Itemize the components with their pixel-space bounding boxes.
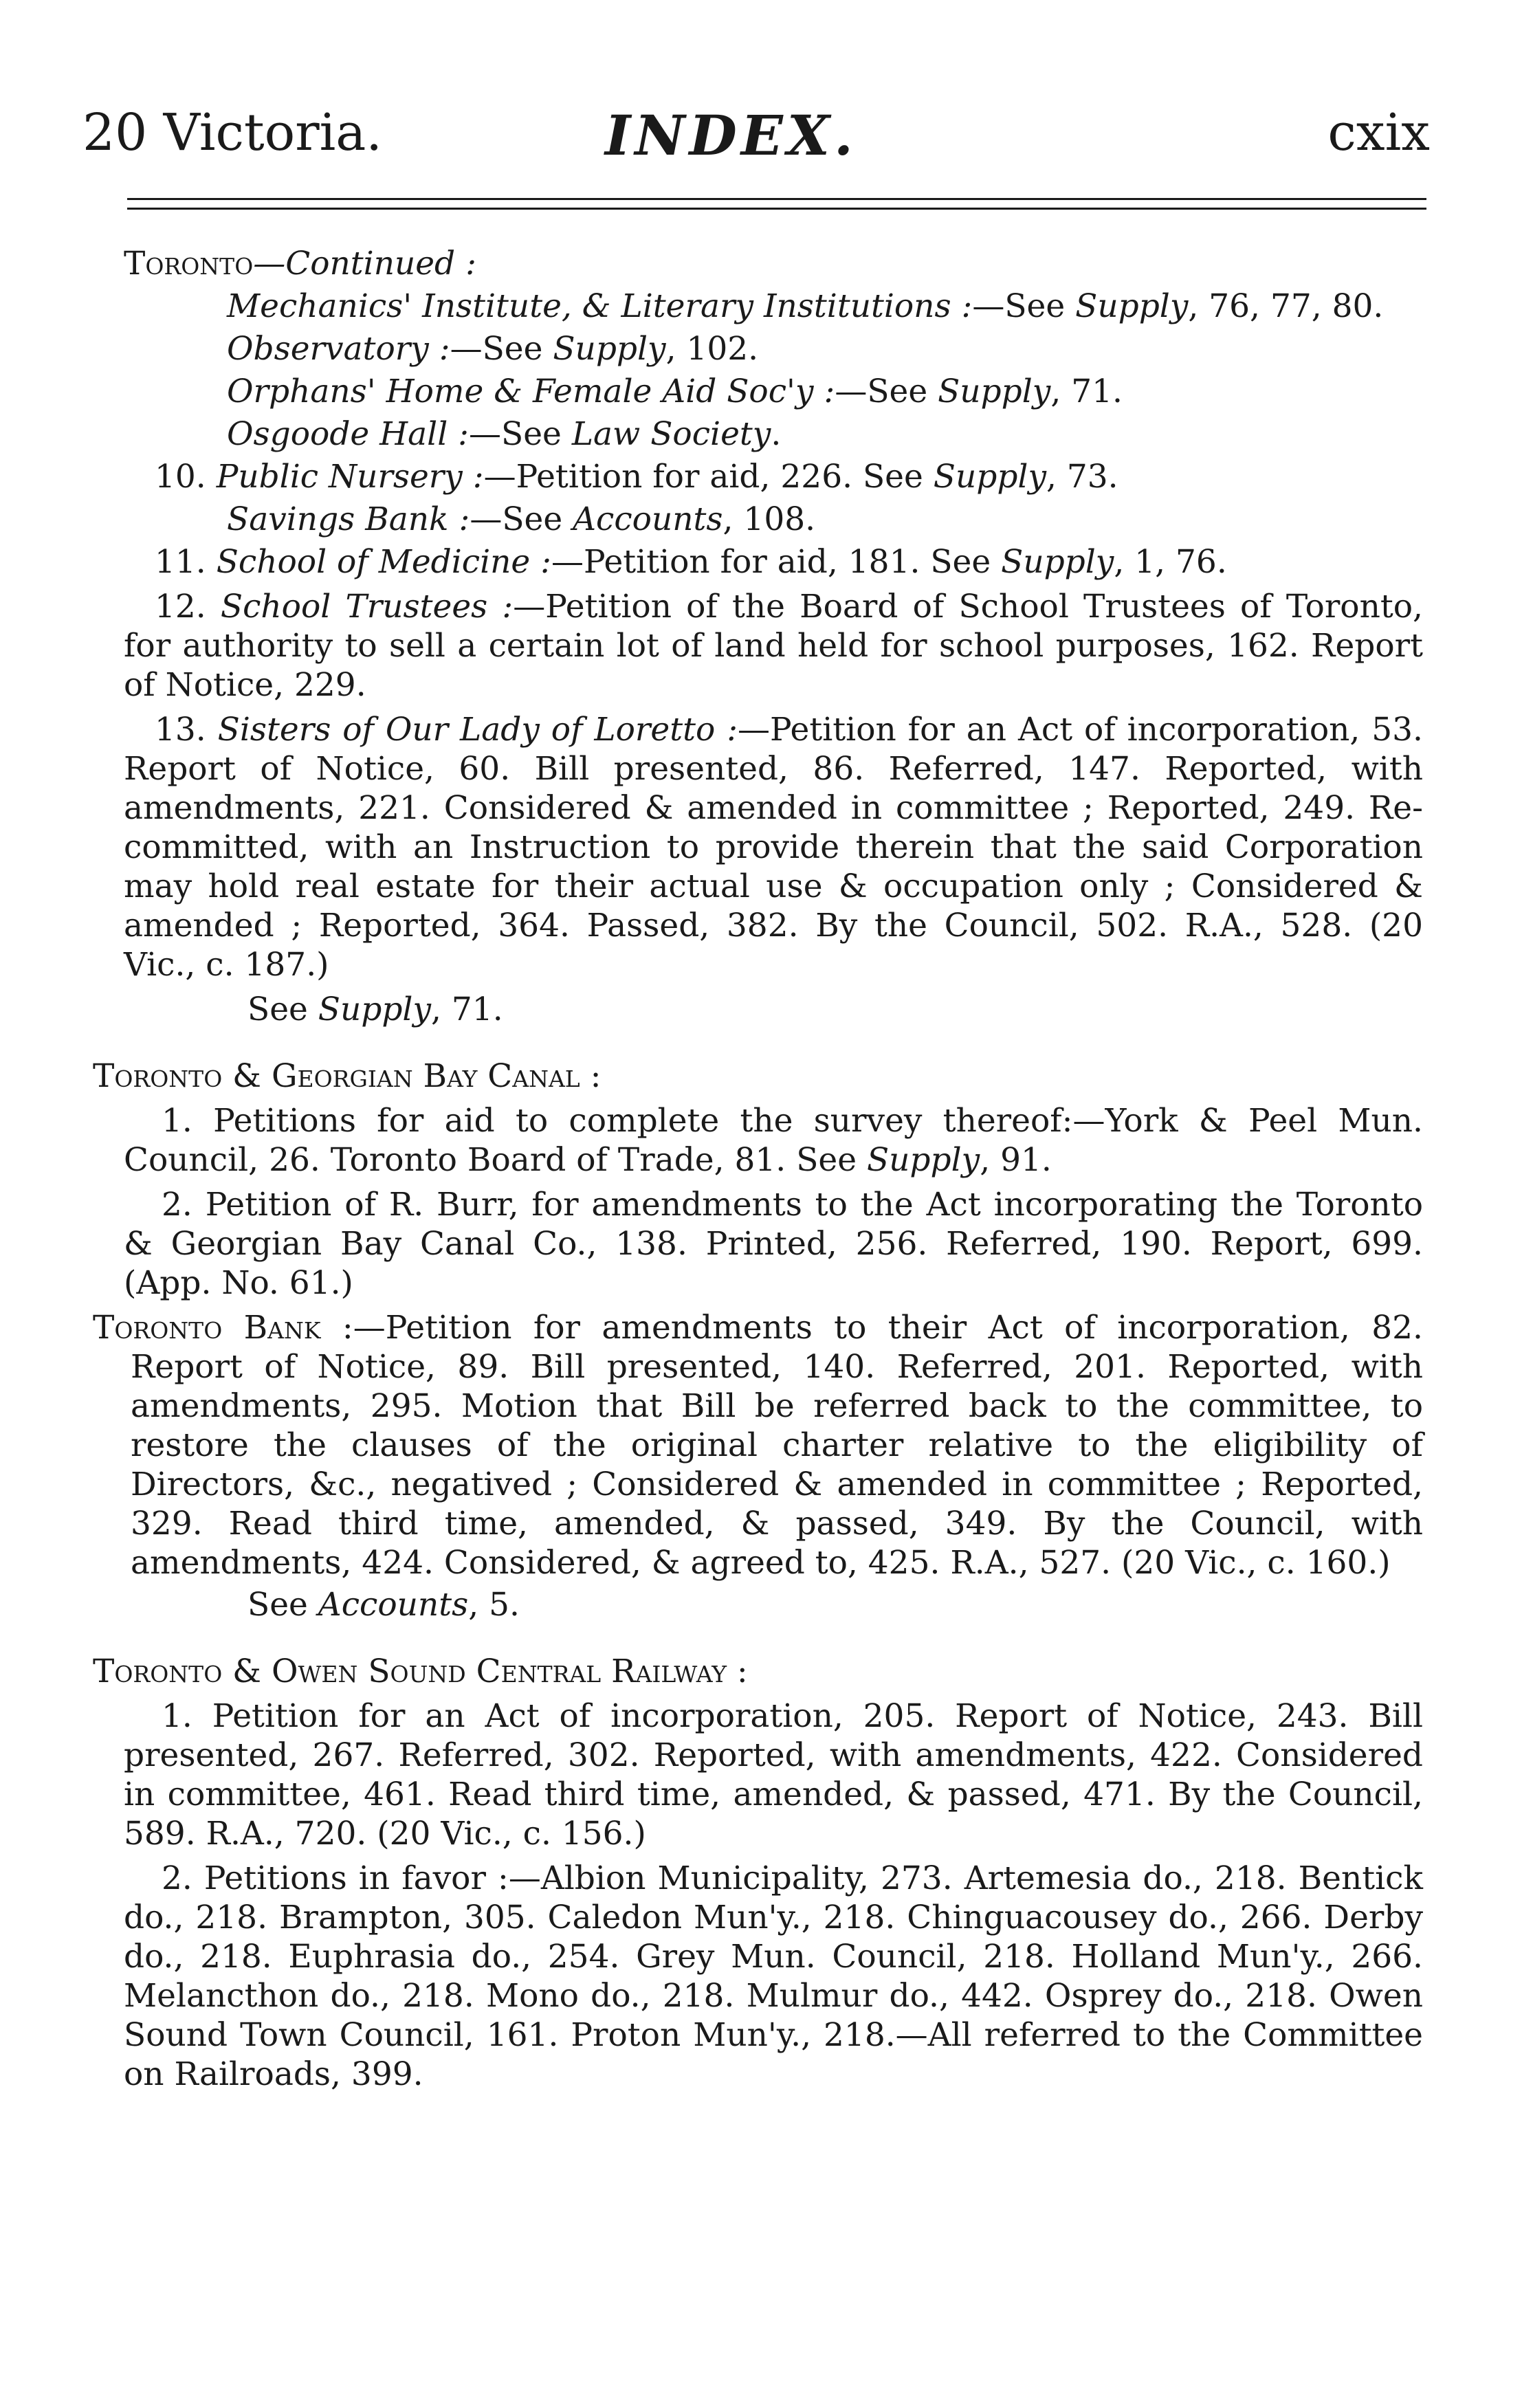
see-reference: See Accounts, 5. [247,1586,520,1624]
entry-owen-sound-2: 2. Petitions in favor :—Albion Municipality, 273. Artemesia do., 218. Bentick do., 218. Brampton, 305. Caledon Mun'y., 218. Chinguacousey do., 266. Derby do., 218. Euphrasia do., 254. Grey Mun. Council, 218. Holland Mun'y., 266. Melancthon do., 218. Mono do., 218. Mulmur do., 442. Osprey do., 218. Owen Sound Town Council, 161. Proton Mun'y., 218.—All referred to the Committee on Railroads, 399. [124,1859,1423,2093]
page-header [82,103,1430,179]
entry-heading-toronto-continued: Toronto—Continued : [124,245,476,283]
sub-entry: Osgoode Hall :—See Law Society. [227,415,782,453]
header-rule-top [127,198,1426,200]
header-session: 20 Victoria. [82,103,382,162]
entry-georgian-bay-1: 1. Petitions for aid to complete the survey thereof:—York & Peel Mun. Council, 26. Toronto Board of Trade, 81. See Supply, 91. [124,1102,1423,1179]
see-reference: See Supply, 71. [247,991,503,1028]
sub-entry: Mechanics' Institute, & Literary Institutions :—See Supply, 76, 77, 80. [227,287,1384,325]
sub-entry: Savings Bank :—See Accounts, 108. [227,500,816,538]
entry-heading-georgian-bay-canal: Toronto & Georgian Bay Canal : [93,1057,602,1095]
entry-heading-owen-sound-railway: Toronto & Owen Sound Central Railway : [93,1653,748,1690]
header-title: INDEX. [605,103,857,168]
index-body [93,244,1423,2099]
entry-toronto-bank: Toronto Bank :—Petition for amendments to their Act of incorporation, 82. Report of Notice, 89. Bill presented, 140. Referred, 201. Reported, with amendments, 295. Motion that Bill be referred back to the committee, to restore the clauses of the original charter relative to the eligibility of Directors, &c., negatived ; Considered & amended in committee ; Reported, 329. Read third time, amended, & passed, 349. By the Council, with amendments, 424. Considered, & agreed to, 425. R.A., 527. (20 Vic., c. 160.) [93,1309,1423,1582]
header-rule-bottom [127,208,1426,210]
sub-entry: Observatory :—See Supply, 102. [227,330,759,368]
entry-owen-sound-1: 1. Petition for an Act of incorporation, 205. Report of Notice, 243. Bill presented, 267. Referred, 302. Reported, with amendments, 422. Considered in committee, 461. Read third time, amended, & passed, 471. By the Council, 589. R.A., 720. (20 Vic., c. 156.) [124,1697,1423,1853]
sub-entry: 10. Public Nursery :—Petition for aid, 226. See Supply, 73. [155,458,1118,496]
entry-sisters-loretto: 13. Sisters of Our Lady of Loretto :—Petition for an Act of incorporation, 53. Report of Notice, 60. Bill presented, 86. Referred, 147. Reported, with amendments, 221. Considered & amended in committee ; Reported, 249. Re-committed, with an Instruction to provide therein that the said Corporation may hold real estate for their actual use & occupation only ; Considered & amended ; Reported, 364. Passed, 382. By the Council, 502. R.A., 528. (20 Vic., c. 187.) [124,711,1423,984]
entry-georgian-bay-2: 2. Petition of R. Burr, for amendments to the Act incorporating the Toronto & Georgian Bay Canal Co., 138. Printed, 256. Referred, 190. Report, 699. (App. No. 61.) [124,1186,1423,1302]
sub-entry: 11. School of Medicine :—Petition for aid, 181. See Supply, 1, 76. [155,543,1227,581]
entry-school-trustees: 12. School Trustees :—Petition of the Board of School Trustees of Toronto, for authority to sell a certain lot of land held for school purposes, 162. Report of Notice, 229. [124,588,1423,704]
header-page-number: cxix [1327,103,1430,162]
sub-entry: Orphans' Home & Female Aid Soc'y :—See Supply, 71. [227,373,1123,410]
